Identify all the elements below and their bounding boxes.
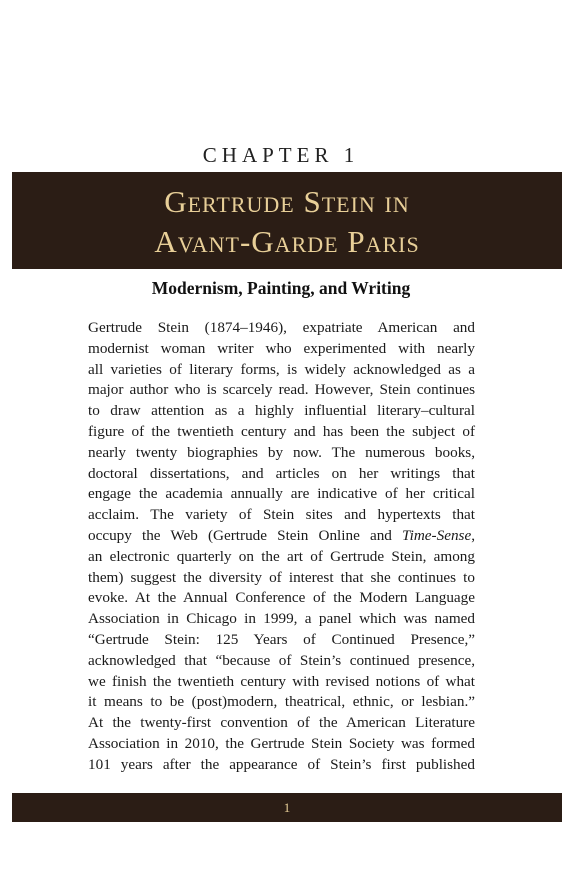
body-line: nearly twenty biographies by now. The numerous books, xyxy=(88,443,475,461)
body-line: them) suggest the diversity of interest that she continues to xyxy=(88,568,475,586)
body-line: major author who is scarcely read. However, Stein continues xyxy=(88,381,475,399)
footer-band xyxy=(12,793,562,822)
body-line: doctoral dissertations, and articles on her writings that xyxy=(88,464,475,482)
body-line: acclaim. The variety of Stein sites and hypertexts that xyxy=(88,506,475,524)
chapter-title-line-1: Gertrude Stein in xyxy=(164,184,410,219)
body-line: “Gertrude Stein: 125 Years of Continued Presence,” xyxy=(88,630,475,648)
chapter-title-line-2: Avant-Garde Paris xyxy=(154,224,420,259)
body-line: we finish the twentieth century with revised notions of what xyxy=(88,672,475,690)
body-line: an electronic quarterly on the art of Gertrude Stein, among xyxy=(88,547,475,565)
chapter-subtitle: Modernism, Painting, and Writing xyxy=(151,278,411,298)
body-paragraph xyxy=(88,318,475,776)
chapter-label: CHAPTER 1 xyxy=(202,143,360,167)
body-line: Association in Chicago in 1999, a panel which was named xyxy=(88,610,475,628)
body-line: figure of the twentieth century and has been the subject of xyxy=(88,422,475,440)
body-line: evoke. At the Annual Conference of the Modern Language xyxy=(88,589,475,607)
body-line: At the twenty-first convention of the American Literature xyxy=(88,714,475,732)
body-line: modernist woman writer who experimented with nearly xyxy=(88,339,475,357)
chapter-title-band xyxy=(12,172,562,269)
body-line: it means to be (post)modern, theatrical, ethnic, or lesbian.” xyxy=(88,693,475,711)
body-line: all varieties of literary forms, is widely acknowledged as a xyxy=(88,360,475,378)
body-line: occupy the Web (Gertrude Stein Online and Time-Sense, xyxy=(88,526,475,544)
page-number: 1 xyxy=(283,800,291,815)
body-line: 101 years after the appearance of Stein’s first published xyxy=(88,755,475,773)
body-line: engage the academia annually are indicative of her critical xyxy=(88,485,475,503)
body-line: acknowledged that “because of Stein’s continued presence, xyxy=(88,651,475,669)
body-line: to draw attention as a highly influential literary–cultural xyxy=(88,402,475,420)
body-line: Gertrude Stein (1874–1946), expatriate American and xyxy=(88,319,475,336)
body-line: Association in 2010, the Gertrude Stein Society was formed xyxy=(88,734,475,752)
